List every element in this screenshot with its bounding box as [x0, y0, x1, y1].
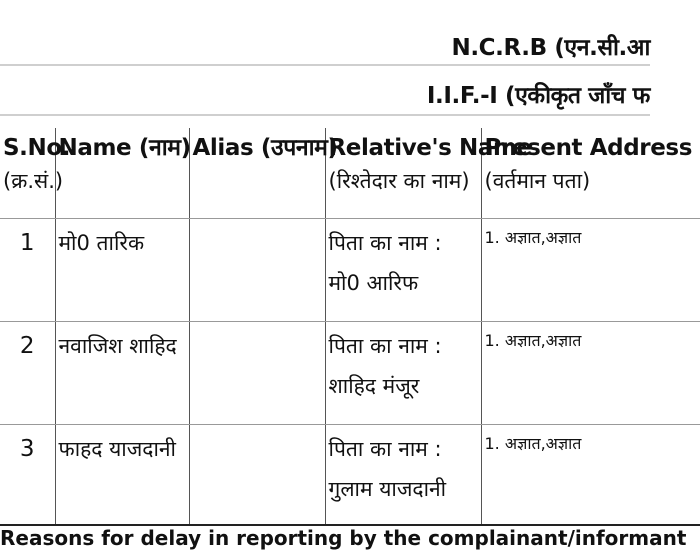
- column-header-label-hindi: (वर्तमान पता): [484, 169, 591, 193]
- table-row: [0, 219, 700, 322]
- column-header-label-hindi: (रिश्तेदार का नाम): [328, 169, 470, 193]
- cell-alias: [189, 322, 325, 425]
- cell-alias: [189, 219, 325, 322]
- column-header-relative: [325, 128, 532, 219]
- cell-address: 1. अज्ञात,अज्ञात: [481, 219, 700, 322]
- cell-name: फाहद याजदानी: [55, 425, 189, 526]
- cell-address: 1. अज्ञात,अज्ञात: [481, 322, 700, 425]
- column-header-label: Name (नाम): [58, 135, 191, 161]
- delay-reasons-heading: Reasons for delay in reporting by the complainant/informant: [0, 526, 687, 550]
- column-header-alias: [189, 128, 338, 219]
- column-header-sno: [0, 128, 71, 219]
- column-header-name: [55, 128, 189, 219]
- column-header-label: Alias (उपनाम): [192, 135, 338, 161]
- iif-header: I.I.F.-I (एकीकृत जाँच फ: [426, 83, 650, 109]
- column-header-label: S.No.: [3, 135, 71, 161]
- column-header-label-hindi: (क्र.सं.): [3, 169, 64, 193]
- column-header-label: Relative's Name: [328, 135, 532, 161]
- accused-table: [0, 128, 700, 526]
- table-header-row: [0, 128, 700, 219]
- cell-name: मो0 तारिक: [55, 219, 189, 322]
- cell-alias: [189, 425, 325, 526]
- table-row: [0, 425, 700, 526]
- cell-address: 1. अज्ञात,अज्ञात: [481, 425, 700, 526]
- cell-name: नवाजिश शाहिद: [55, 322, 189, 425]
- divider: [0, 64, 650, 66]
- cell-sno: 3: [0, 425, 55, 526]
- divider: [0, 114, 650, 116]
- ncrb-header: N.C.R.B (एन.सी.आ: [451, 35, 650, 61]
- column-header-address: [481, 128, 700, 219]
- cell-relative: पिता का नाम : शाहिद मंजूर: [325, 322, 481, 425]
- column-header-label: Present Address: [484, 135, 693, 161]
- cell-relative: पिता का नाम : गुलाम याजदानी: [325, 425, 481, 526]
- table-row: [0, 322, 700, 425]
- cell-sno: 2: [0, 322, 55, 425]
- cell-relative: पिता का नाम : मो0 आरिफ: [325, 219, 481, 322]
- cell-sno: 1: [0, 219, 55, 322]
